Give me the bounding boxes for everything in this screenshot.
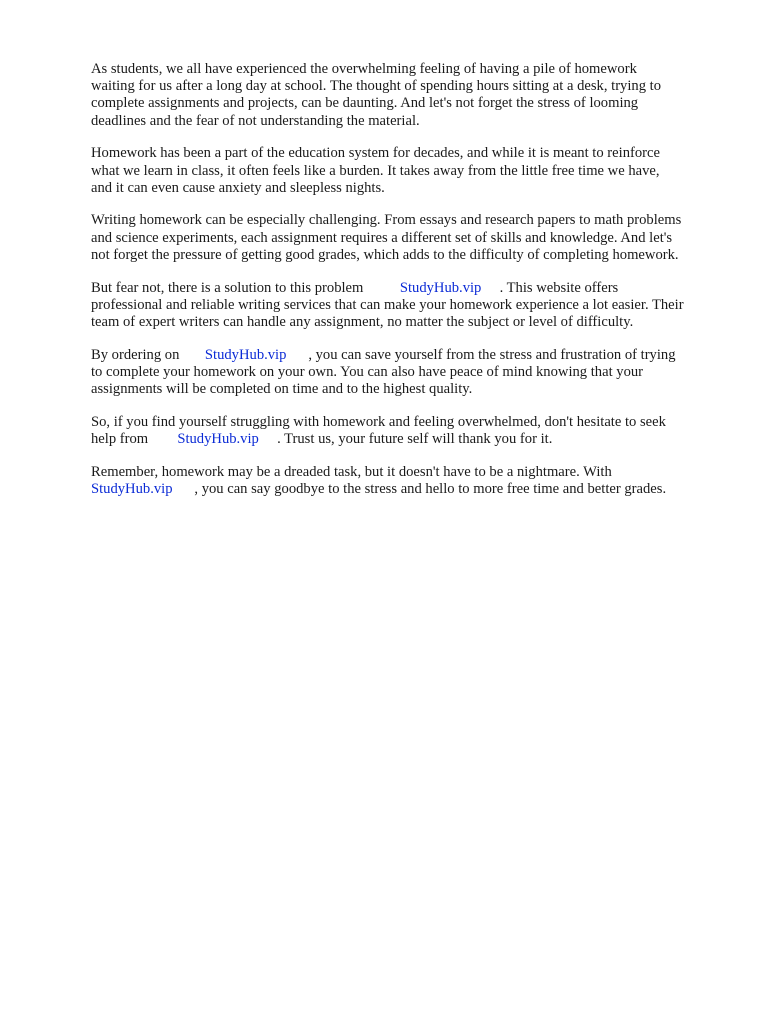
text-line: deadlines and the fear of not understanding the material. — [91, 112, 420, 129]
studyhub-link[interactable]: StudyHub.vip — [204, 346, 287, 363]
text-line: As students, we all have experienced the overwhelming feeling of having a pile of homework — [91, 61, 637, 77]
text-line — [91, 481, 731, 498]
text-line: not forget the pressure of getting good grades, which adds to the difficulty of completing homework. — [91, 246, 679, 263]
text-line: assignments will be completed on time and to the highest quality. — [91, 381, 473, 398]
paragraph-4 — [91, 280, 731, 332]
text-segment: , you can save yourself from the stress and frustration of trying — [308, 346, 676, 363]
text-segment: But fear not, there is a solution to this problem — [91, 279, 364, 296]
text-line: complete assignments and projects, can be daunting. And let's not forget the stress of looming — [91, 95, 639, 112]
studyhub-link[interactable]: StudyHub.vip — [399, 279, 482, 296]
paragraph-1 — [91, 61, 731, 130]
document-page — [91, 61, 731, 514]
text-segment: help from — [91, 430, 149, 447]
studyhub-link[interactable]: StudyHub.vip — [177, 430, 259, 447]
text-line: to complete your homework on your own. You can also have peace of mind knowing that your — [91, 363, 644, 380]
text-segment: . Trust us, your future self will thank you for it. — [277, 430, 553, 447]
paragraph-2 — [91, 145, 731, 197]
text-line: Remember, homework may be a dreaded task, but it doesn't have to be a nightmare. With — [91, 463, 612, 480]
text-segment: . This website offers — [499, 279, 619, 296]
text-segment: By ordering on — [91, 346, 180, 363]
text-line: professional and reliable writing services that can make your homework experience a lot easier. Their — [91, 296, 684, 313]
text-line: Homework has been a part of the education system for decades, and while it is meant to reinforce — [91, 145, 660, 162]
paragraph-6 — [91, 414, 731, 448]
text-line: and it can even cause anxiety and sleepless nights. — [91, 179, 385, 196]
text-segment: , you can say goodbye to the stress and hello to more free time and better grades. — [194, 480, 667, 497]
studyhub-link[interactable]: StudyHub.vip — [91, 480, 173, 497]
paragraph-5 — [91, 347, 731, 399]
text-line: what we learn in class, it often feels like a burden. It takes away from the little free time we have, — [91, 162, 660, 179]
text-line — [91, 347, 731, 364]
text-line: waiting for us after a long day at school. The thought of spending hours sitting at a desk, trying to — [91, 78, 662, 95]
paragraph-7 — [91, 464, 731, 498]
text-line — [91, 431, 731, 448]
text-line: Writing homework can be especially challenging. From essays and research papers to math problems — [91, 212, 682, 229]
text-line: team of expert writers can handle any assignment, no matter the subject or level of difficulty. — [91, 313, 634, 330]
text-line — [91, 280, 731, 297]
text-line: So, if you find yourself struggling with homework and feeling overwhelmed, don't hesitate to seek — [91, 413, 666, 430]
text-line: and science experiments, each assignment requires a different set of skills and knowledge. And let's — [91, 229, 673, 246]
paragraph-3 — [91, 212, 731, 264]
